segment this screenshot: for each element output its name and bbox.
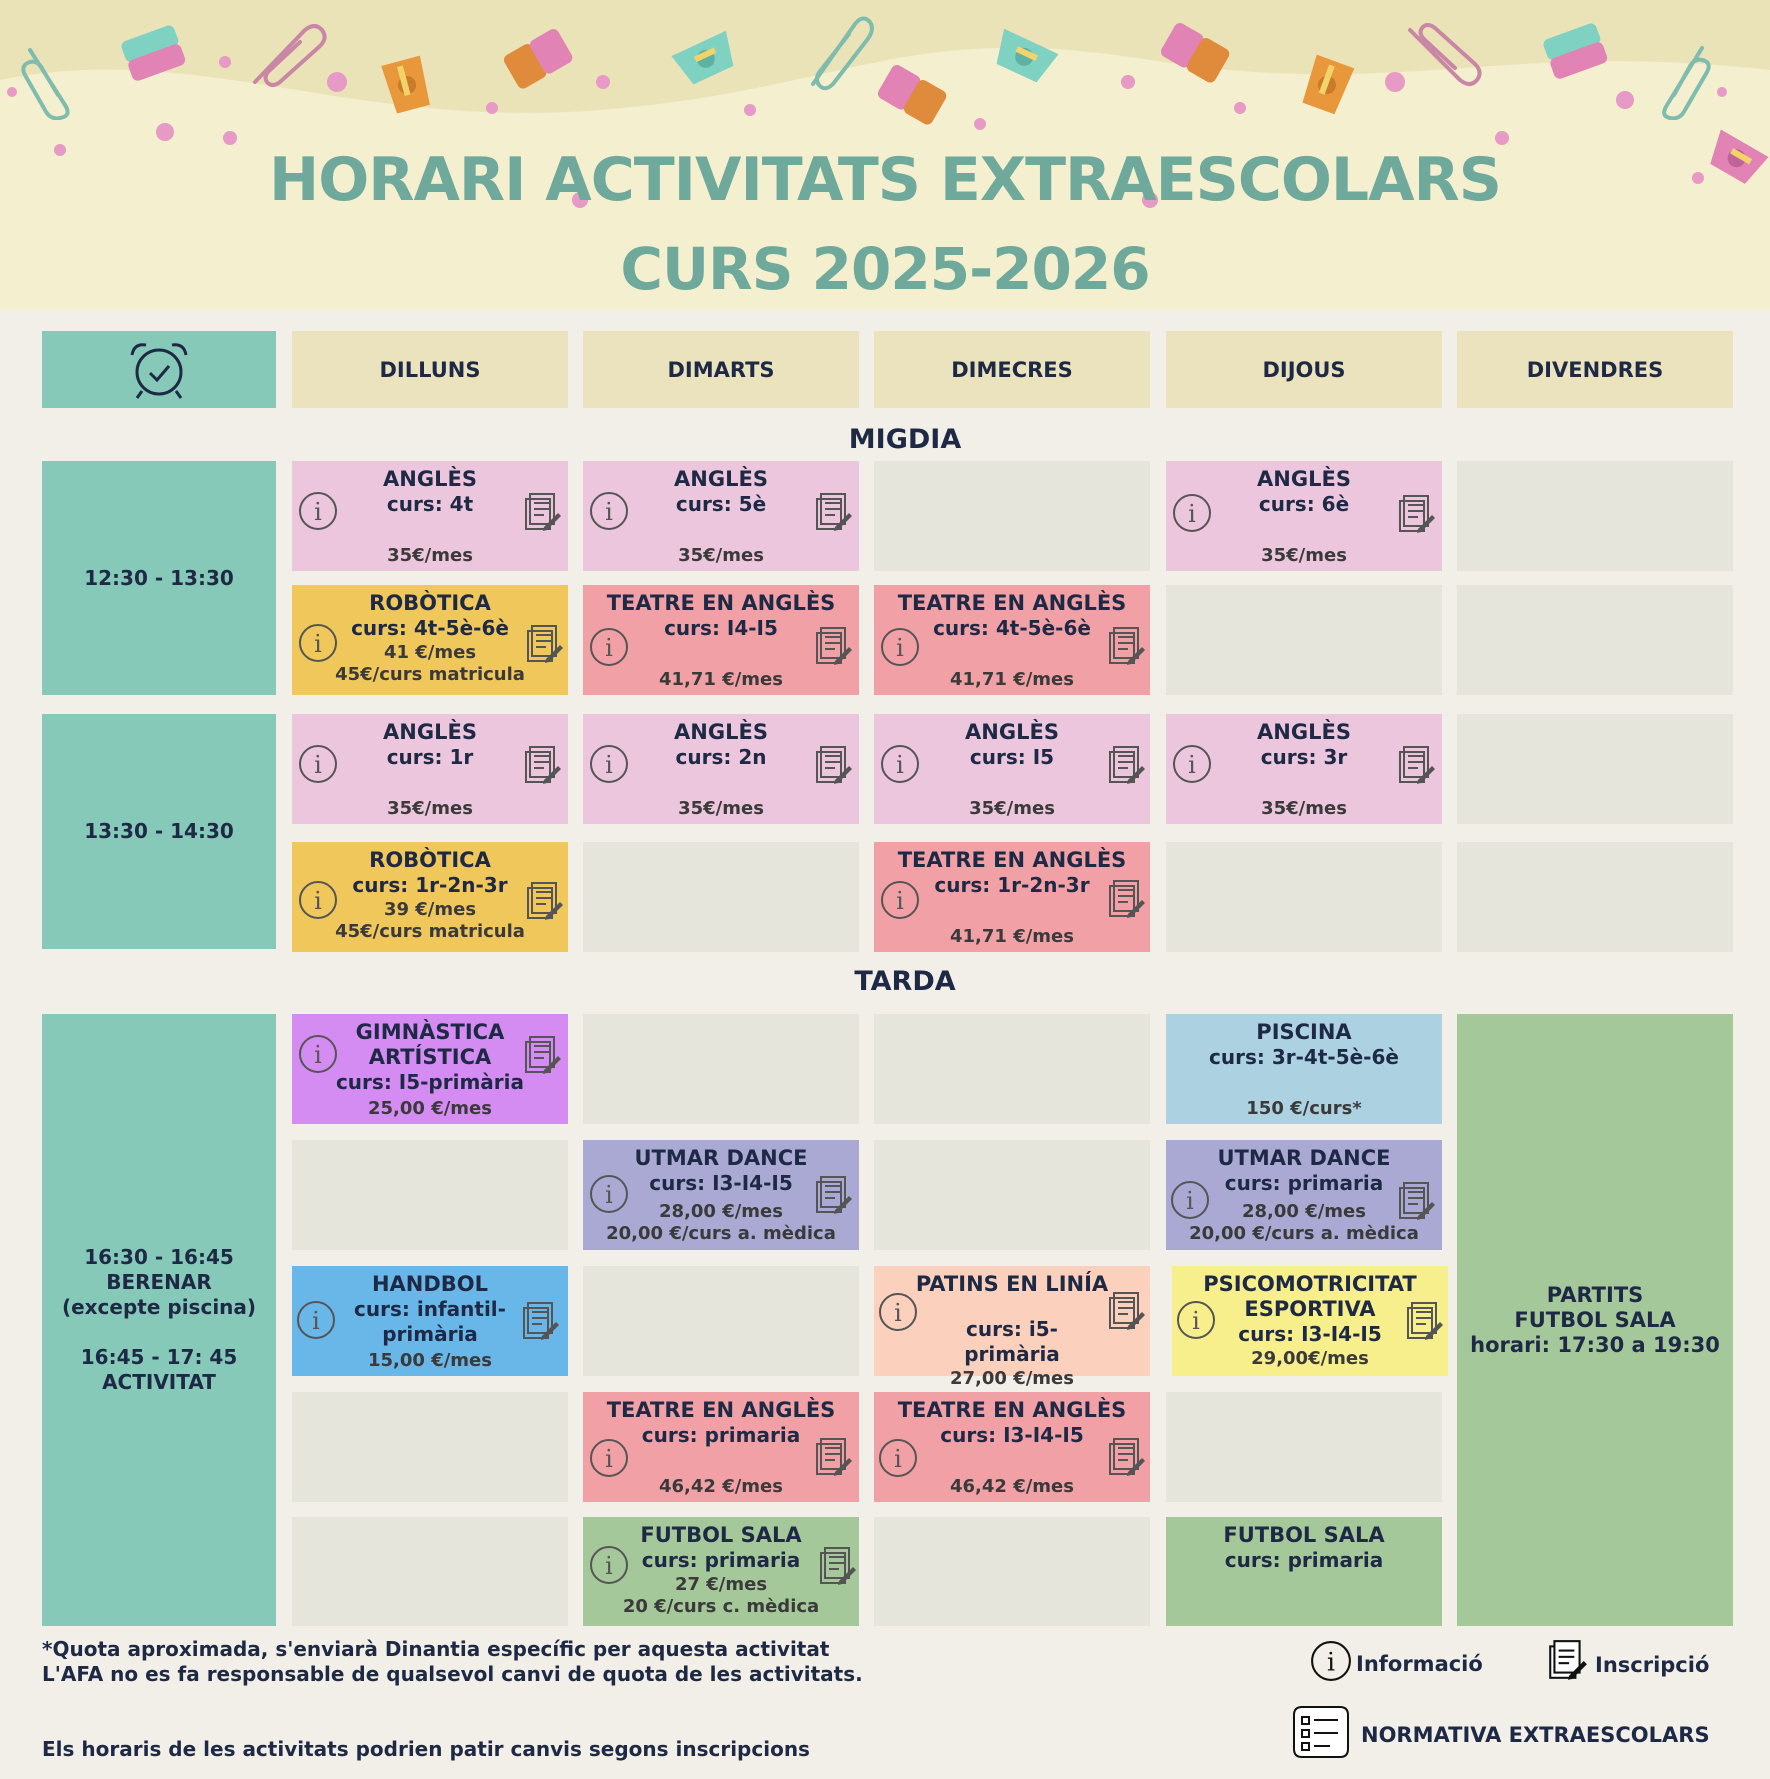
activity-name: ANGLÈS [383, 467, 477, 491]
activity-course: curs: 4t-5è-6è [933, 616, 1091, 640]
empty-slot [583, 1014, 859, 1124]
registration-icon[interactable] [1106, 1290, 1146, 1332]
time-slot-1: 12:30 - 13:30 [42, 461, 276, 695]
info-icon[interactable] [878, 1292, 918, 1332]
activity-course: curs: 4t [386, 492, 474, 516]
sharpener-icon [1292, 50, 1362, 120]
info-icon [1310, 1640, 1352, 1682]
activity-course: curs: 3r-4t-5è-6è [1209, 1045, 1399, 1069]
activity-card [583, 1392, 859, 1502]
svg-text:i: i [314, 1041, 322, 1069]
activity-extra-fee: 45€/curs matricula [335, 921, 525, 942]
activity-card [874, 714, 1150, 824]
info-icon[interactable] [1172, 744, 1212, 784]
day-header-tuesday: DIMARTS [583, 331, 859, 408]
svg-text:i: i [312, 1307, 320, 1335]
info-icon[interactable] [298, 880, 338, 920]
activity-price: 35€/mes [678, 798, 764, 819]
eraser-icon [500, 25, 580, 95]
activity-card [1166, 714, 1442, 824]
activity-name: TEATRE EN ANGLÈS [606, 1398, 836, 1422]
activity-price: 39 €/mes [383, 899, 477, 920]
activity-price: 35€/mes [678, 545, 764, 566]
empty-slot [583, 842, 859, 952]
partits-schedule: horari: 17:30 a 19:30 [1470, 1332, 1720, 1357]
info-icon[interactable] [1170, 1180, 1210, 1220]
activity-card [292, 1266, 568, 1376]
activity-card [1166, 1517, 1442, 1626]
empty-slot [874, 1014, 1150, 1124]
activity-price: 35€/mes [1261, 798, 1347, 819]
paperclip-icon [250, 20, 330, 90]
registration-icon [1546, 1638, 1588, 1682]
info-icon[interactable] [296, 1300, 336, 1340]
activity-extra-fee: 20,00 €/curs a. mèdica [1189, 1223, 1419, 1244]
info-icon[interactable] [589, 491, 629, 531]
rules-document-icon[interactable] [1290, 1703, 1352, 1761]
activity-name: FUTBOL SALA [640, 1523, 802, 1547]
svg-text:i: i [314, 630, 322, 658]
info-icon[interactable] [589, 1545, 629, 1585]
empty-slot [1166, 585, 1442, 695]
registration-icon[interactable] [813, 491, 853, 533]
empty-slot [1166, 1392, 1442, 1502]
day-header-friday: DIVENDRES [1457, 331, 1733, 408]
activity-course: curs: 2n [675, 745, 767, 769]
registration-icon[interactable] [1106, 625, 1146, 667]
activity-price: 27,00 €/mes [950, 1368, 1074, 1389]
activity-card [583, 461, 859, 571]
activity-course: curs: 1r-2n-3r [352, 873, 508, 897]
partits-line2: FUTBOL SALA [1514, 1307, 1676, 1332]
eraser-icon [118, 22, 190, 88]
activity-course: curs: 5è [675, 492, 767, 516]
info-icon[interactable] [589, 744, 629, 784]
empty-slot [292, 1392, 568, 1502]
registration-icon[interactable] [1106, 1436, 1146, 1478]
activity-name: PSICOMOTRICITAT ESPORTIVA [1203, 1272, 1417, 1321]
registration-icon[interactable] [817, 1545, 857, 1587]
empty-slot [1166, 842, 1442, 952]
activity-name: UTMAR DANCE [634, 1146, 808, 1170]
activity-price: 35€/mes [1261, 545, 1347, 566]
activity-course: curs: primaria [1224, 1548, 1384, 1572]
partits-line1: PARTITS [1546, 1282, 1644, 1307]
header [0, 0, 1770, 310]
activity-extra-fee: 20,00 €/curs a. mèdica [606, 1223, 836, 1244]
activity-card-partits [1457, 1014, 1733, 1626]
registration-icon[interactable] [1106, 744, 1146, 786]
activity-card [874, 585, 1150, 695]
activity-price: 25,00 €/mes [368, 1098, 492, 1119]
activity-price: 27 €/mes [674, 1574, 768, 1595]
empty-slot [1457, 461, 1733, 571]
info-icon[interactable] [880, 627, 920, 667]
activity-card [583, 585, 859, 695]
registration-icon[interactable] [813, 1174, 853, 1216]
info-icon[interactable] [880, 880, 920, 920]
footnote-schedule-changes: Els horaris de les activitats podrien patir canvis segons inscripcions [42, 1737, 810, 1761]
empty-slot [874, 1140, 1150, 1250]
activity-price: 35€/mes [969, 798, 1055, 819]
activity-course: curs: i5-primària [964, 1317, 1060, 1366]
paperclip-icon [805, 12, 875, 92]
svg-text:i: i [605, 1445, 613, 1473]
sharpener-icon [985, 20, 1065, 90]
activity-card [292, 461, 568, 571]
activity-name: GIMNÀSTICA ARTÍSTICA [355, 1020, 505, 1069]
activity-card [583, 1140, 859, 1250]
svg-text:i: i [605, 1181, 613, 1209]
activity-card [292, 842, 568, 952]
page-title: HORARI ACTIVITATS EXTRAESCOLARS [269, 145, 1501, 215]
svg-text:i: i [314, 751, 322, 779]
registration-icon[interactable] [813, 625, 853, 667]
info-icon[interactable] [298, 623, 338, 663]
activity-name: PISCINA [1256, 1020, 1352, 1044]
empty-slot [292, 1140, 568, 1250]
activity-price: 46,42 €/mes [659, 1476, 783, 1497]
activity-name: ROBÒTICA [369, 591, 491, 615]
registration-icon[interactable] [524, 880, 564, 922]
day-header-thursday: DIJOUS [1166, 331, 1442, 408]
svg-text:i: i [1186, 1187, 1194, 1215]
svg-text:i: i [605, 1552, 613, 1580]
activity-name: TEATRE EN ANGLÈS [897, 591, 1127, 615]
activity-name: ANGLÈS [965, 720, 1059, 744]
activity-course: curs: primaria [1224, 1171, 1384, 1195]
rules-link[interactable]: NORMATIVA EXTRAESCOLARS [1361, 1723, 1710, 1747]
activity-name: TEATRE EN ANGLÈS [897, 848, 1127, 872]
activity-course: curs: I5 [969, 745, 1055, 769]
activity-course: curs: 4t-5è-6è [351, 616, 509, 640]
info-icon[interactable] [878, 1438, 918, 1478]
svg-text:i: i [894, 1445, 902, 1473]
activity-price: 41 €/mes [383, 642, 477, 663]
activity-price: 150 €/curs* [1246, 1098, 1362, 1119]
info-icon[interactable] [298, 744, 338, 784]
activity-name: ROBÒTICA [369, 848, 491, 872]
activity-course: curs: 1r [386, 745, 474, 769]
time-slot-2: 13:30 - 14:30 [42, 714, 276, 949]
time-slot-3: 16:30 - 16:45 BERENAR (excepte piscina) 16:45 - 17: 45 ACTIVITAT [42, 1014, 276, 1626]
activity-card [1172, 1266, 1448, 1376]
activity-name: ANGLÈS [383, 720, 477, 744]
activity-course: curs: primaria [641, 1423, 801, 1447]
registration-icon[interactable] [1396, 493, 1436, 535]
activity-price: 41,71 €/mes [950, 926, 1074, 947]
registration-icon[interactable] [1396, 744, 1436, 786]
alarm-clock-icon [124, 339, 194, 401]
activity-price: 15,00 €/mes [368, 1350, 492, 1371]
activity-card [1166, 461, 1442, 571]
empty-slot [1457, 842, 1733, 952]
activity-name: TEATRE EN ANGLÈS [897, 1398, 1127, 1422]
registration-icon[interactable] [520, 1300, 560, 1342]
section-title-midday: MIGDIA [848, 424, 962, 455]
activity-card [583, 1517, 859, 1626]
svg-text:i: i [314, 498, 322, 526]
registration-icon[interactable] [524, 623, 564, 665]
eraser-icon [872, 62, 952, 132]
activity-price: 29,00€/mes [1251, 1348, 1369, 1369]
section-title-afternoon: TARDA [854, 966, 956, 997]
registration-icon[interactable] [1106, 878, 1146, 920]
empty-slot [583, 1266, 859, 1376]
activity-card [292, 714, 568, 824]
activity-price: 28,00 €/mes [1242, 1201, 1366, 1222]
registration-icon[interactable] [1396, 1180, 1436, 1222]
activity-course: curs: infantil-primària [354, 1297, 506, 1346]
info-icon[interactable] [589, 1174, 629, 1214]
activity-card [1166, 1014, 1442, 1124]
activity-name: TEATRE EN ANGLÈS [606, 591, 836, 615]
activity-course: curs: 1r-2n-3r [934, 873, 1090, 897]
activity-card [874, 1266, 1150, 1389]
activity-course: curs: primaria [641, 1548, 801, 1572]
activity-name: HANDBOL [371, 1272, 489, 1296]
activity-price: 41,71 €/mes [659, 669, 783, 690]
paperclip-icon [20, 40, 80, 120]
svg-text:i: i [896, 634, 904, 662]
clock-header-cell [42, 331, 276, 408]
activity-course: curs: I3-I4-I5 [1238, 1322, 1382, 1346]
sharpener-icon [665, 22, 745, 92]
activity-course: curs: I3-I4-I5 [649, 1171, 793, 1195]
registration-icon[interactable] [1404, 1300, 1444, 1342]
svg-text:i: i [605, 498, 613, 526]
activity-name: UTMAR DANCE [1217, 1146, 1391, 1170]
activity-extra-fee: 45€/curs matricula [335, 664, 525, 685]
empty-slot [1457, 585, 1733, 695]
empty-slot [874, 461, 1150, 571]
svg-text:i: i [894, 1299, 902, 1327]
info-icon[interactable] [1172, 493, 1212, 533]
page-subtitle: CURS 2025-2026 [620, 235, 1150, 303]
activity-name: ANGLÈS [1257, 467, 1351, 491]
registration-icon[interactable] [813, 1436, 853, 1478]
activity-course: curs: I4-I5 [664, 616, 778, 640]
registration-icon[interactable] [522, 744, 562, 786]
activity-card [292, 1014, 568, 1124]
svg-text:i: i [1188, 751, 1196, 779]
activity-extra-fee: 20 €/curs c. mèdica [622, 1596, 820, 1617]
svg-text:i: i [1188, 500, 1196, 528]
paperclip-icon [1652, 40, 1712, 120]
activity-course: curs: 3r [1260, 745, 1348, 769]
svg-text:i: i [314, 887, 322, 915]
activity-card [583, 714, 859, 824]
svg-text:i: i [1192, 1307, 1200, 1335]
footnote-quota: *Quota aproximada, s'enviarà Dinantia específic per aquesta activitat [42, 1637, 830, 1661]
activity-card [874, 842, 1150, 952]
activity-name: PATINS EN LINÍA [915, 1272, 1109, 1296]
activity-course: curs: I3-I4-I5 [940, 1423, 1084, 1447]
paperclip-icon [1405, 20, 1485, 90]
registration-icon[interactable] [813, 744, 853, 786]
eraser-icon [1540, 20, 1612, 86]
activity-price: 35€/mes [387, 545, 473, 566]
registration-icon[interactable] [522, 491, 562, 533]
activity-price: 35€/mes [387, 798, 473, 819]
registration-icon[interactable] [522, 1034, 562, 1076]
info-icon[interactable] [298, 491, 338, 531]
empty-slot [292, 1517, 568, 1626]
svg-text:i: i [605, 634, 613, 662]
activity-card [292, 585, 568, 695]
info-icon[interactable] [589, 627, 629, 667]
activity-name: FUTBOL SALA [1223, 1523, 1385, 1547]
info-icon[interactable] [298, 1034, 338, 1074]
info-icon[interactable] [589, 1438, 629, 1478]
sharpener-icon [372, 50, 442, 120]
legend-registration-label: Inscripció [1595, 1653, 1710, 1677]
empty-slot [1457, 714, 1733, 824]
activity-course: curs: I5-primària [335, 1070, 525, 1094]
eraser-icon [1155, 20, 1235, 90]
activity-price: 28,00 €/mes [659, 1201, 783, 1222]
activity-name: ANGLÈS [674, 467, 768, 491]
svg-text:i: i [896, 887, 904, 915]
activity-price: 46,42 €/mes [950, 1476, 1074, 1497]
legend-info-label: Informació [1356, 1652, 1483, 1676]
activity-name: ANGLÈS [1257, 720, 1351, 744]
empty-slot [874, 1517, 1150, 1626]
info-icon[interactable] [1176, 1300, 1216, 1340]
activity-price: 41,71 €/mes [950, 669, 1074, 690]
day-header-monday: DILLUNS [292, 331, 568, 408]
footnote-responsibility: L'AFA no es fa responsable de qualsevol canvi de quota de les activitats. [42, 1662, 863, 1686]
activity-card [874, 1392, 1150, 1502]
activity-name: ANGLÈS [674, 720, 768, 744]
svg-text:i: i [896, 751, 904, 779]
day-header-wednesday: DIMECRES [874, 331, 1150, 408]
info-icon[interactable] [880, 744, 920, 784]
svg-text:i: i [605, 751, 613, 779]
activity-course: curs: 6è [1258, 492, 1350, 516]
svg-text:i: i [1326, 1647, 1336, 1677]
activity-card [1166, 1140, 1442, 1250]
